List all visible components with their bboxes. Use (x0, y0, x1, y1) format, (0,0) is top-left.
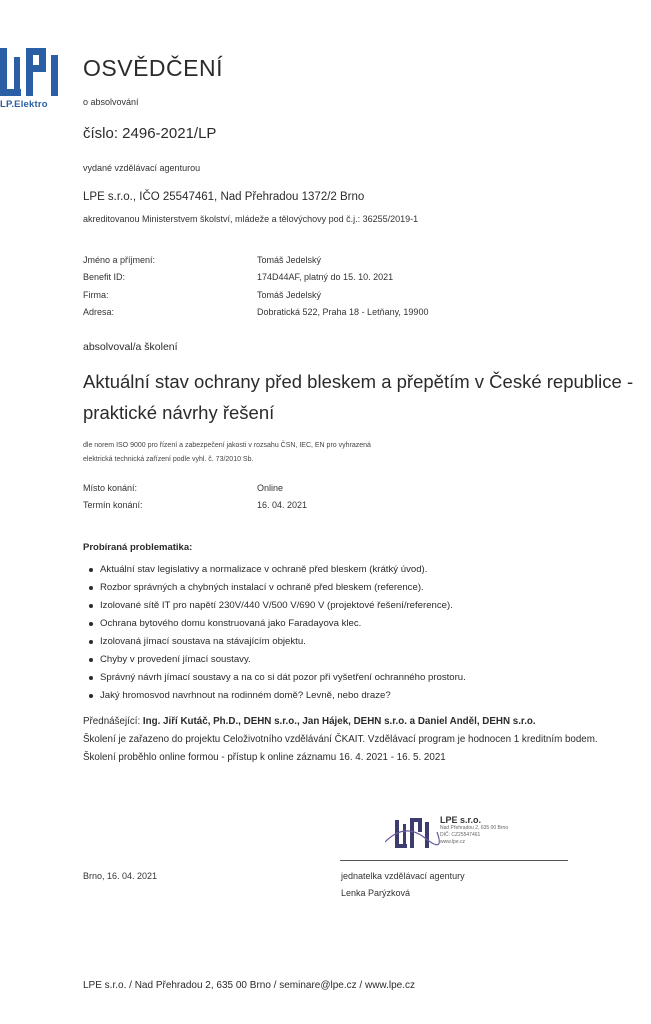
certificate-subtitle: o absolvování (83, 97, 139, 107)
lecturers-names: Ing. Jiří Kutáč, Ph.D., DEHN s.r.o., Jan Hájek, DEHN s.r.o. a Daniel Anděl, DEHN s.r.o. (142, 716, 536, 727)
logo-text: LP.Elektro (0, 99, 48, 110)
ckait-note: Školení je zařazeno do projektu Celoživotního vzdělávání ČKAIT. Vzdělávací program je hodnocen 1 kreditním bodem. (83, 734, 598, 745)
agency-accreditation: akreditovanou Ministerstvem školství, mládeže a tělovýchovy pod č.j.: 36255/2019-1 (83, 214, 419, 224)
topics-list (82, 561, 466, 705)
course-title-line2: praktické návrhy řešení (83, 402, 275, 423)
topic-item: Izolovaná jímací soustava na stávajícím objektu. (82, 633, 466, 651)
participant-value: Dobratická 522, Praha 18 - Letňany, 19900 (257, 307, 429, 317)
norm-line2: elektrická technická zařízení podle vyhl. č. 73/2010 Sb. (83, 456, 254, 463)
certificate-title: OSVĚDČENÍ (83, 55, 223, 81)
bullet-icon (89, 658, 93, 662)
stamp-dic: DIČ: CZ25547461 (440, 832, 481, 838)
stamp-company: LPE s.r.o. (440, 815, 482, 825)
stamp-web: www.lpe.cz (440, 839, 466, 845)
venue-label: Termín konání: (83, 500, 143, 510)
signature-line (340, 860, 568, 861)
stamp-address: Nad Přehradou 2, 635 00 Brno (440, 825, 509, 831)
place-date: Brno, 16. 04. 2021 (83, 871, 158, 881)
participant-value: 174D44AF, platný do 15. 10. 2021 (257, 272, 394, 282)
bullet-icon (89, 586, 93, 590)
participant-label: Adresa: (83, 307, 115, 317)
bullet-icon (89, 676, 93, 680)
footer-contacts: LPE s.r.o. / Nad Přehradou 2, 635 00 Brno / seminare@lpe.cz / www.lpe.cz (83, 980, 415, 991)
bullet-icon (89, 604, 93, 608)
participant-value: Tomáš Jedelský (257, 290, 322, 300)
lecturers-label: Přednášející: (83, 716, 141, 727)
venue-value: Online (257, 483, 284, 493)
bullet-icon (89, 568, 93, 572)
online-note: Školení proběhlo online formou - přístup k online záznamu 16. 4. 2021 - 16. 5. 2021 (83, 752, 446, 763)
participant-label: Jméno a příjmení: (83, 255, 156, 265)
topic-item: Rozbor správných a chybných instalací v ochraně před bleskem (reference). (82, 579, 466, 597)
signature-role: jednatelka vzdělávací agentury (341, 871, 465, 881)
stamp-text (440, 815, 508, 846)
bullet-icon (89, 640, 93, 644)
signature-name: Lenka Parýzková (341, 888, 411, 898)
issued-by-label: vydané vzdělávací agenturou (83, 163, 201, 173)
lecturers-line (83, 716, 536, 727)
topics-heading: Probíraná problematika: (83, 542, 193, 553)
participant-value: Tomáš Jedelský (257, 255, 322, 265)
norm-line1: dle norem ISO 9000 pro řízení a zabezpečení jakosti v rozsahu ČSN, IEC, EN pro vyhrazená (83, 442, 371, 449)
participant-label: Firma: (83, 290, 109, 300)
topic-item: Chyby v provedení jímací soustavy. (82, 651, 466, 669)
completed-label: absolvoval/a školení (83, 341, 178, 353)
certificate-number: číslo: 2496-2021/LP (83, 125, 217, 142)
topic-item: Správný návrh jímací soustavy a na co si dát pozor při vyšetření ochranného prostoru. (82, 669, 466, 687)
participant-label: Benefit ID: (83, 272, 126, 282)
course-title-line1: Aktuální stav ochrany před bleskem a přepětím v České republice - (83, 371, 634, 392)
topic-item: Jaký hromosvod navrhnout na rodinném domě? Levně, nebo draze? (82, 687, 466, 705)
agency-line: LPE s.r.o., IČO 25547461, Nad Přehradou 1372/2 Brno (83, 191, 365, 203)
bullet-icon (89, 694, 93, 698)
topic-item: Aktuální stav legislativy a normalizace v ochraně před bleskem (krátký úvod). (82, 561, 466, 579)
venue-label: Místo konání: (83, 483, 138, 493)
topic-item: Izolované sítě IT pro napětí 230V/440 V/500 V/690 V (projektové řešení/reference). (82, 597, 466, 615)
topic-item: Ochrana bytového domu konstruovaná jako Faradayova klec. (82, 615, 466, 633)
bullet-icon (89, 622, 93, 626)
venue-value: 16. 04. 2021 (257, 500, 308, 510)
